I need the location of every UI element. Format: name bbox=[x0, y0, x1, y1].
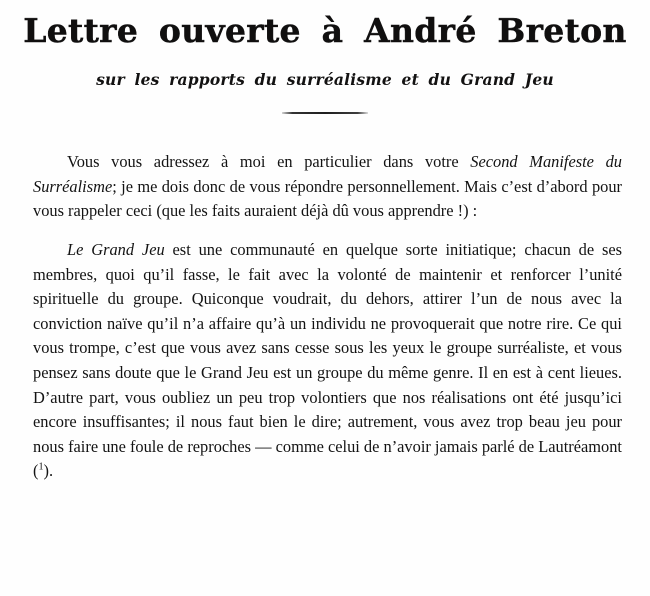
work-title-le-grand-jeu: Le Grand Jeu bbox=[67, 240, 165, 260]
masthead bbox=[0, 0, 650, 114]
page-title: Lettre ouverte à André Breton bbox=[23, 11, 627, 50]
horizontal-rule-divider bbox=[282, 112, 368, 114]
page-subtitle: sur les rapports du surréalisme et du Grand Jeu bbox=[96, 69, 554, 89]
work-title-second-manifeste: Second Manifeste du Surréalisme bbox=[33, 152, 622, 196]
footnote-reference-marker: 1 bbox=[38, 461, 44, 473]
divider-container bbox=[0, 112, 650, 114]
paragraph-2-main: est une communauté en quelque sorte initiatique; chacun de ses membres, quoi qu’il fasse, le fait avec la volonté de maintenir et renforcer l’unité spirituelle du groupe. Quiconque voudrait, du dehors, attirer l’un de nous avec la conviction naïve qu’il n’a affaire qu’à un individu ne provoquerait que notre rire. Ce qui vous trompe, c’est que vous avez sans cesse sous les yeux le groupe surréaliste, et vous pensez sans doute que le Grand Jeu est un groupe du même genre. Il en est à cent lieues. D’autre part, vous oubliez un peu trop volontiers que nos réalisations ont été jusqu’ici encore insuffisantes; il nous faut bien le dire; autrement, vous avez trop beau jeu pour nous faire une foule de reproches — comme celui de n’avoir jamais parlé de Lautréamont ( bbox=[33, 240, 622, 481]
body-text bbox=[0, 150, 650, 484]
paragraph-2-closing: ). bbox=[43, 461, 54, 481]
paragraph-1-opening: Vous vous adressez à moi en particulier dans votre bbox=[67, 152, 471, 172]
paragraph-2 bbox=[33, 238, 622, 484]
paragraph-1-closing: ; je me dois donc de vous répondre personnellement. Mais c’est d’abord pour vous rappeler ceci (que les faits auraient déjà dû vous apprendre !) : bbox=[33, 176, 622, 221]
paragraph-1 bbox=[33, 150, 622, 224]
